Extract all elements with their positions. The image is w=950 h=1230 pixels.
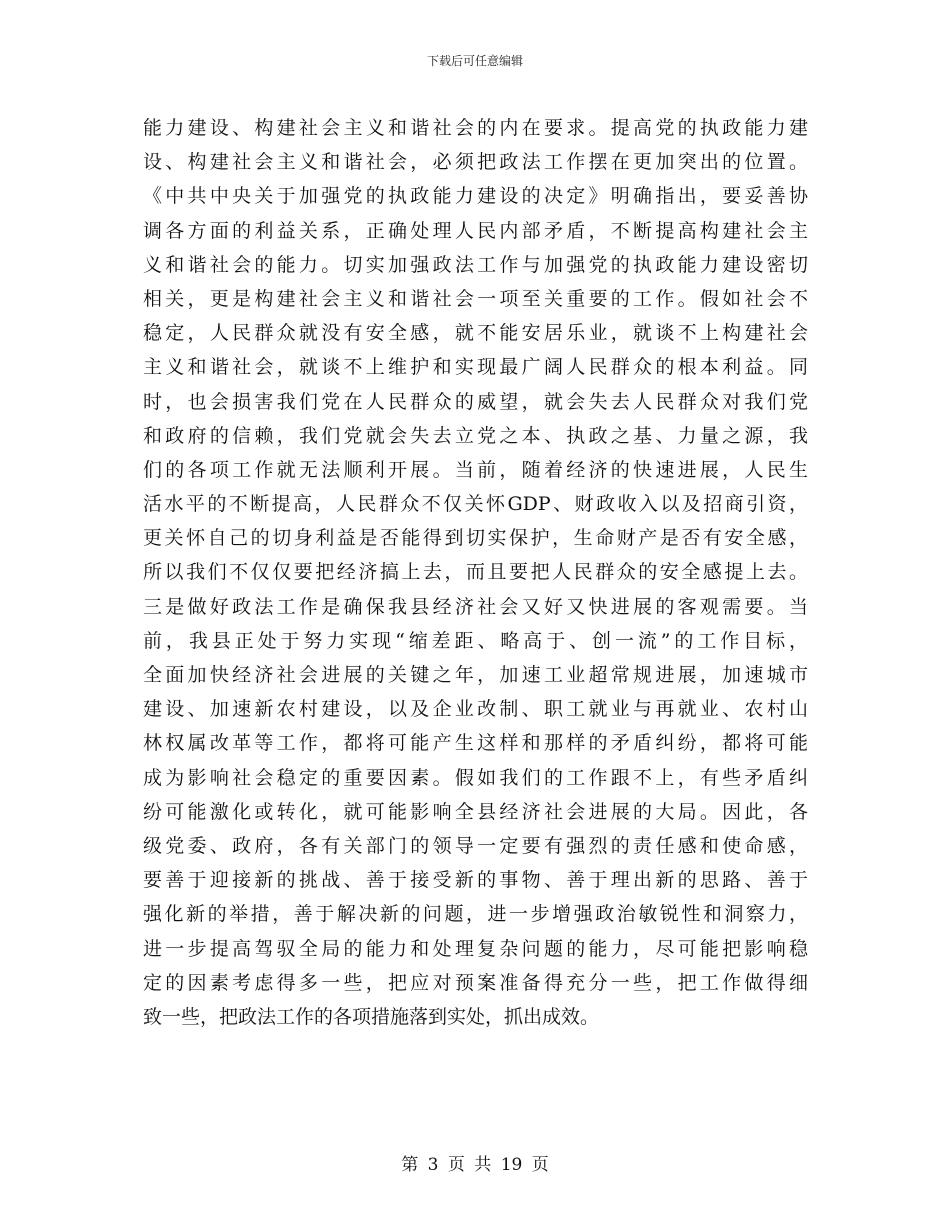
body-line: 林权属改革等工作，都将可能产生这样和那样的矛盾纠纷，都将可能 [143, 732, 808, 755]
page-header: 下载后可任意编辑 [426, 54, 523, 68]
page-number: 第 3 页 共 19 页 [401, 1155, 549, 1175]
body-line: 全面加快经济社会进展的关键之年，加速工业超常规进展，加速城市 [143, 664, 808, 686]
body-line: 调各方面的利益关系，正确处理人民内部矛盾，不断提高构建社会主 [143, 219, 808, 242]
body-line: 《中共中央关于加强党的执政能力建设的决定》明确指出，要妥善协 [143, 185, 808, 208]
body-line: 更关怀自己的切身利益是否能得到切实保护，生命财产是否有安全感， [143, 527, 808, 550]
body-line: 定的因素考虑得多一些，把应对预案准备得充分一些，把工作做得细 [143, 971, 808, 994]
body-line: 致一些，把政法工作的各项措施落到实处，抓出成效。 [143, 1005, 600, 1028]
body-line: 纷可能激化或转化，就可能影响全县经济社会进展的大局。因此，各 [143, 800, 808, 823]
body-line: 时，也会损害我们党在人民群众的威望，就会失去人民群众对我们党 [143, 390, 808, 413]
body-line: 义和谐社会的能力。切实加强政法工作与加强党的执政能力建设密切 [143, 253, 808, 276]
body-line: 成为影响社会稳定的重要因素。假如我们的工作跟不上，有些矛盾纠 [143, 766, 808, 789]
body-line: 和政府的信赖，我们党就会失去立党之本、执政之基、力量之源，我 [143, 424, 808, 447]
body-line: 们的各项工作就无法顺利开展。当前，随着经济的快速进展，人民生 [143, 458, 808, 481]
body-line: 级党委、政府，各有关部门的领导一定要有强烈的责任感和使命感， [143, 834, 808, 857]
body-line: 稳定，人民群众就没有安全感，就不能安居乐业，就谈不上构建社会 [143, 322, 808, 345]
body-line: 能力建设、构建社会主义和谐社会的内在要求。提高党的执政能力建 [143, 117, 808, 139]
body-line: 前，我县正处于努力实现“缩差距、略高于、创一流”的工作目标， [143, 629, 808, 652]
body-line: 所以我们不仅仅要把经济搞上去，而且要把人民群众的安全感提上去。 [143, 561, 808, 584]
body-line: 强化新的举措，善于解决新的问题，进一步增强政治敏锐性和洞察力， [143, 903, 808, 926]
body-line: 主义和谐社会，就谈不上维护和实现最广阔人民群众的根本利益。同 [143, 356, 808, 379]
body-line: 设、构建社会主义和谐社会，必须把政法工作摆在更加突出的位置。 [143, 151, 808, 174]
body-line: 要善于迎接新的挑战、善于接受新的事物、善于理出新的思路、善于 [143, 869, 808, 892]
body-line: 活水平的不断提高，人民群众不仅关怀GDP、财政收入以及招商引资， [143, 493, 808, 516]
body-line: 建设、加速新农村建设，以及企业改制、职工就业与再就业、农村山 [143, 698, 808, 721]
body-line: 进一步提高驾驭全局的能力和处理复杂问题的能力，尽可能把影响稳 [143, 937, 808, 960]
document-body [143, 111, 808, 1034]
body-line: 相关，更是构建社会主义和谐社会一项至关重要的工作。假如社会不 [143, 287, 808, 310]
body-line: 三是做好政法工作是确保我县经济社会又好又快进展的客观需要。当 [143, 595, 808, 618]
